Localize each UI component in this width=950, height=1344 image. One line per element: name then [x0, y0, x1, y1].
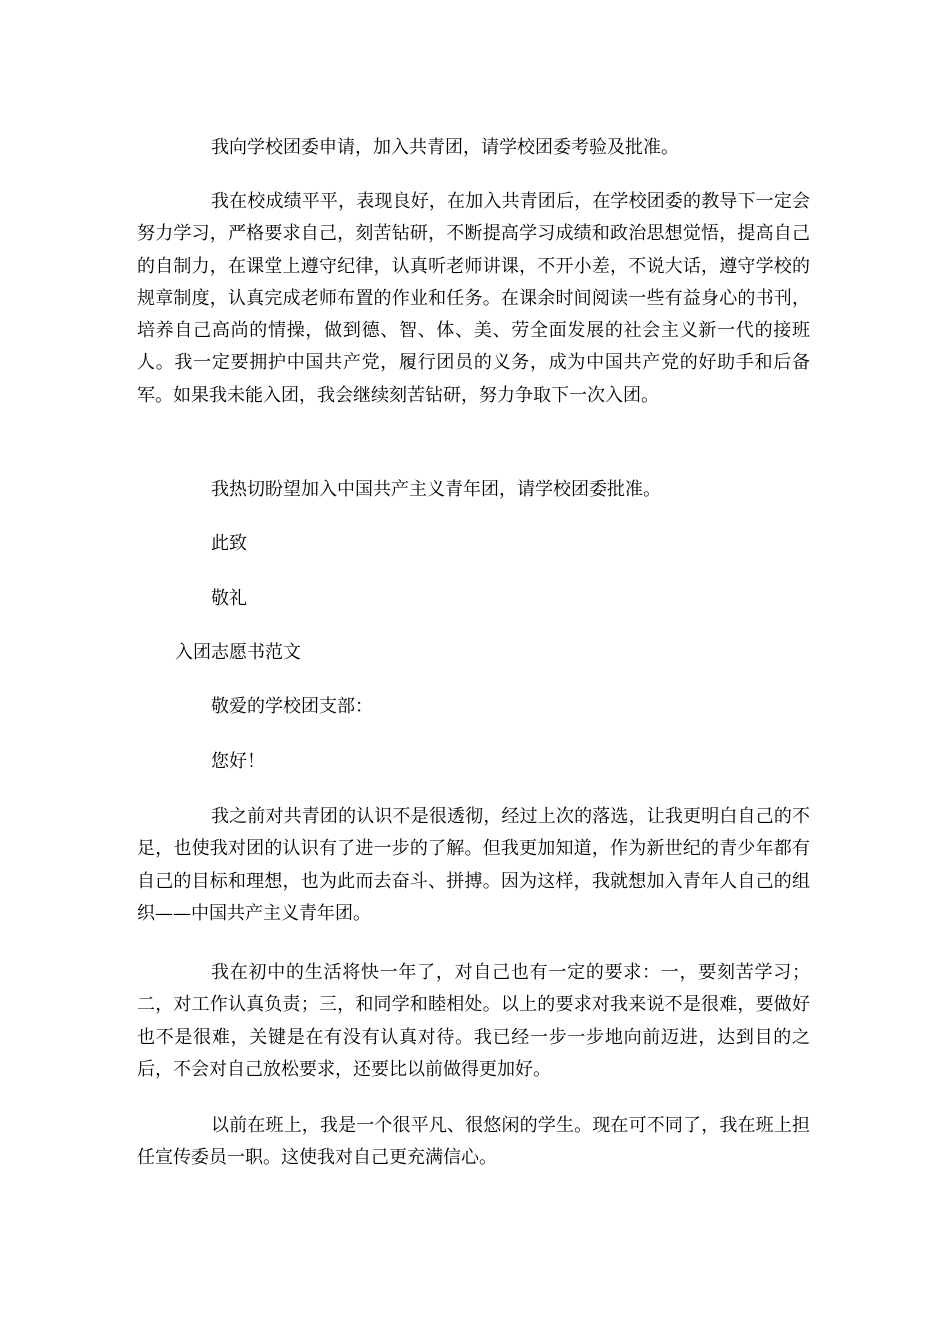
letter-greeting: 您好！: [211, 751, 265, 772]
letter-salutation: 敬爱的学校团支部：: [211, 696, 373, 717]
paragraph-application-request: 我向学校团委申请，加入共青团，请学校团委考验及批准。: [211, 137, 679, 158]
letter-paragraph-requirements: 我在初中的生活将快一年了，对自己也有一定的要求：一，要刻苦学习；二，对工作认真负责；三，和同学和睦相处。以上的要求对我来说不是很难，要做好也不是很难，关键是在有没有认真对待。我已经一步一步地向前迈进，达到目的之后，不会对自己放松要求，还要比以前做得更加好。: [137, 962, 810, 1080]
paragraph-hope-approval: 我热切盼望加入中国共产主义青年团，请学校团委批准。: [211, 479, 661, 500]
letter-paragraph-class-role: 以前在班上，我是一个很平凡、很悠闲的学生。现在可不同了，我在班上担任宣传委员一职。这使我对自己更充满信心。: [137, 1115, 810, 1169]
paragraph-self-evaluation: 我在校成绩平平，表现良好，在加入共青团后，在学校团委的教导下一定会努力学习，严格要求自己，刻苦钻研，不断提高学习成绩和政治思想觉悟，提高自己的自制力，在课堂上遵守纪律，认真听老师讲课，不开小差，不说大话，遵守学校的规章制度，认真完成老师布置的作业和任务。在课余时间阅读一些有益身心的书刊，培养自己高尚的情操，做到德、智、体、美、劳全面发展的社会主义新一代的接班人。我一定要拥护中国共产党，履行团员的义务，成为中国共产党的好助手和后备军。如果我未能入团，我会继续刻苦钻研，努力争取下一次入团。: [137, 191, 810, 406]
closing-jingli: 敬礼: [211, 588, 247, 609]
closing-cizhi: 此致: [211, 533, 247, 554]
letter-paragraph-understanding: 我之前对共青团的认识不是很透彻，经过上次的落选，让我更明白自己的不足，也使我对团的认识有了进一步的了解。但我更加知道，作为新世纪的青少年都有自己的目标和理想，也为此而去奋斗、拼搏。因为这样，我就想加入青年人自己的组织——中国共产主义青年团。: [137, 806, 810, 924]
section-title: 入团志愿书范文: [175, 642, 301, 663]
